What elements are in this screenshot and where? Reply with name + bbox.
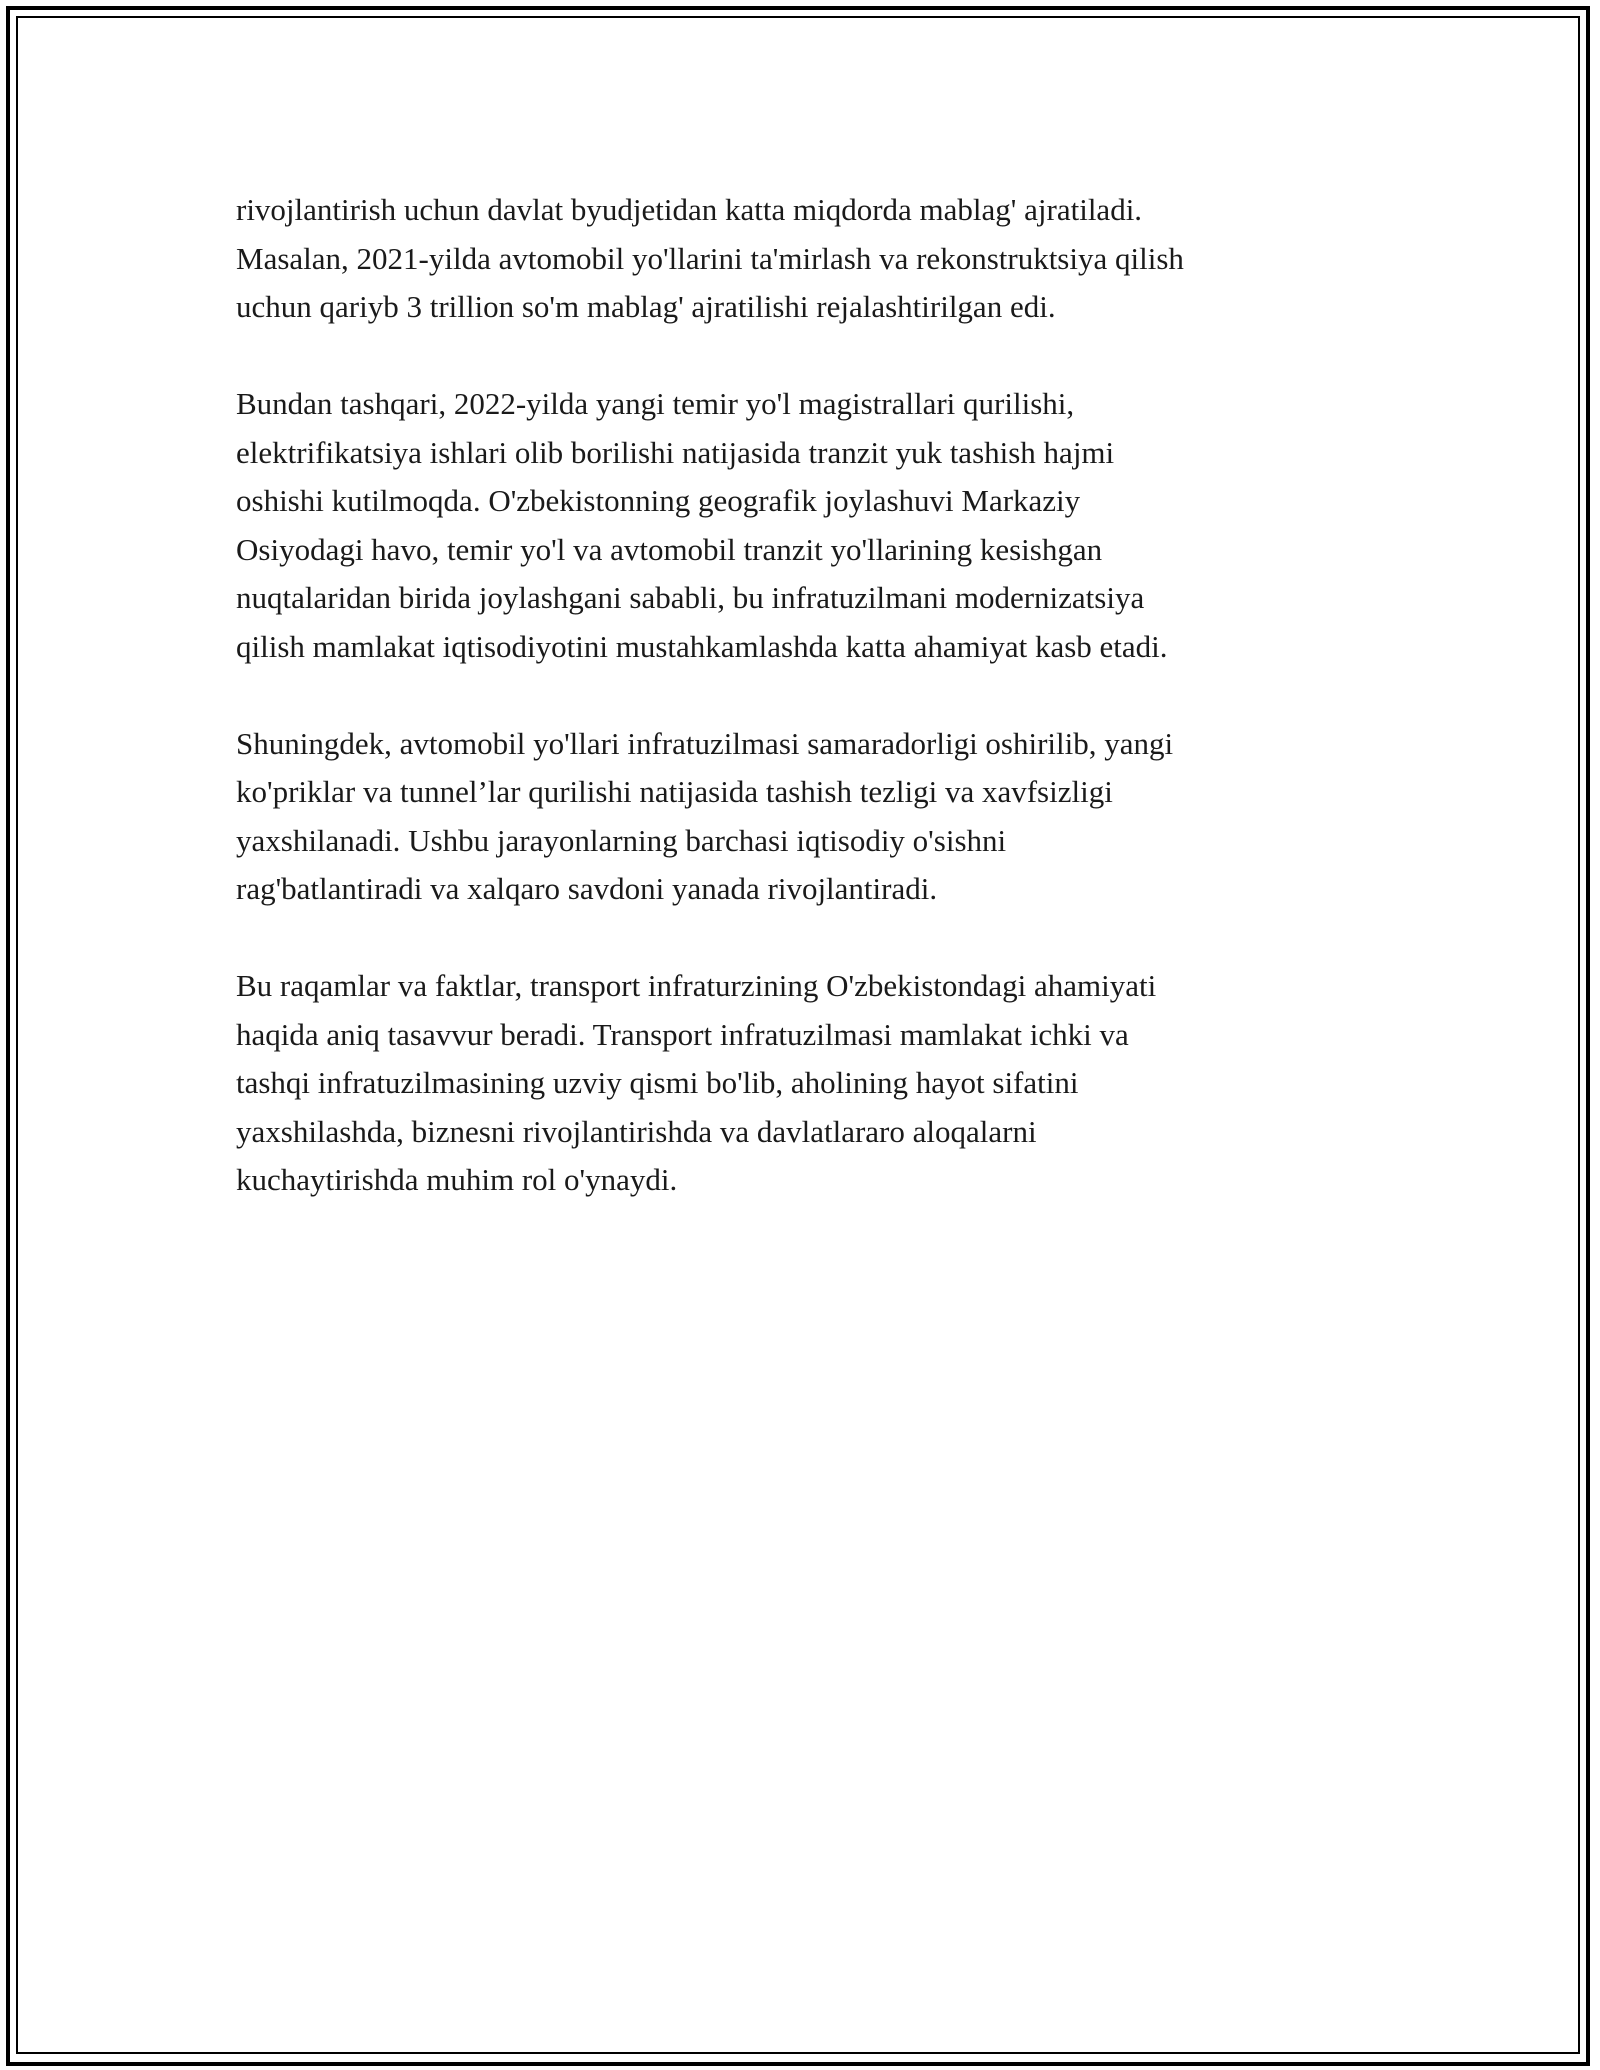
paragraph-line: tashqi infratuzilmasining uzviy qismi bo'lib, aholining hayot sifatini bbox=[236, 1065, 1079, 1100]
paragraph-3 bbox=[236, 720, 1376, 914]
paragraph-line: nuqtalaridan birida joylashgani sababli, bu infratuzilmani modernizatsiya bbox=[236, 580, 1145, 615]
paragraph-line: Shuningdek, avtomobil yo'llari infratuzilmasi samaradorligi oshirilib, yangi bbox=[236, 725, 1174, 761]
paragraph-line: uchun qariyb 3 trillion so'm mablag' ajratilishi rejalashtirilgan edi. bbox=[236, 289, 1056, 324]
paragraph-line: Osiyodagi havo, temir yo'l va avtomobil tranzit yo'llarining kesishgan bbox=[236, 531, 1103, 567]
paragraph-line: elektrifikatsiya ishlari olib borilishi natijasida tranzit yuk tashish hajmi bbox=[236, 434, 1115, 470]
paragraph-line: kuchaytirishda muhim rol o'ynaydi. bbox=[236, 1162, 678, 1197]
paragraph-line: Masalan, 2021-yilda avtomobil yo'llarini ta'mirlash va rekonstruktsiya qilish bbox=[236, 240, 1184, 276]
paragraph-line: ko'priklar va tunnel’lar qurilishi natijasida tashish tezligi va xavfsizligi bbox=[236, 774, 1113, 809]
paragraph-1 bbox=[236, 186, 1376, 332]
paragraph-line: Bundan tashqari, 2022-yilda yangi temir yo'l magistrallari qurilishi, bbox=[236, 386, 1075, 421]
paragraph-2 bbox=[236, 380, 1376, 671]
paragraph-line: rivojlantirish uchun davlat byudjetidan katta miqdorda mablag' ajratiladi. bbox=[236, 192, 1143, 227]
paragraph-line: haqida aniq tasavvur beradi. Transport infratuzilmasi mamlakat ichki va bbox=[236, 1016, 1129, 1052]
paragraph-line: yaxshilanadi. Ushbu jarayonlarning barchasi iqtisodiy o'sishni bbox=[236, 822, 1007, 858]
paragraph-line: qilish mamlakat iqtisodiyotini mustahkamlashda katta ahamiyat kasb etadi. bbox=[236, 628, 1168, 664]
paragraph-line: oshishi kutilmoqda. O'zbekistonning geografik joylashuvi Markaziy bbox=[236, 483, 1081, 518]
paragraph-line: Bu raqamlar va faktlar, transport infraturzining O'zbekistondagi ahamiyati bbox=[236, 968, 1157, 1003]
paragraph-4 bbox=[236, 962, 1376, 1205]
paragraph-line: yaxshilashda, biznesni rivojlantirishda va davlatlararo aloqalarni bbox=[236, 1113, 1037, 1149]
document-body bbox=[236, 186, 1376, 1253]
paragraph-line: rag'batlantiradi va xalqaro savdoni yanada rivojlantiradi. bbox=[236, 871, 938, 906]
